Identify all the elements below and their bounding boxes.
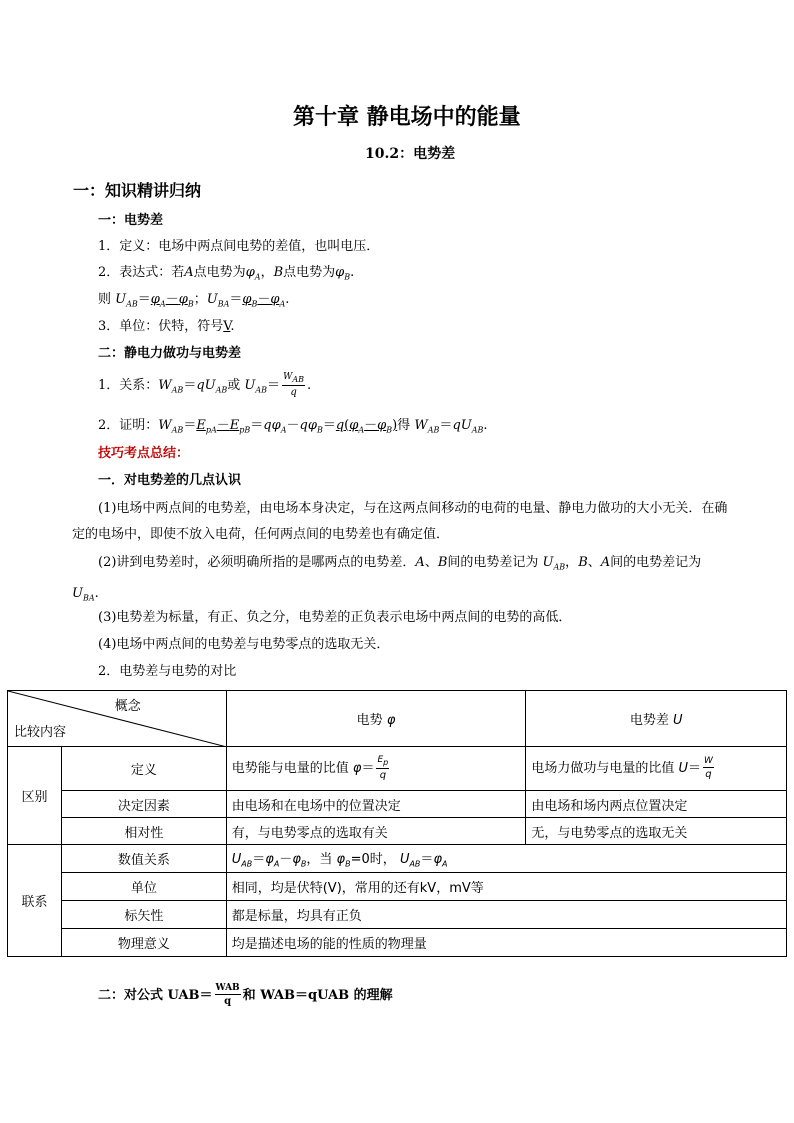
group-connection: 联系 bbox=[8, 845, 62, 957]
cell-numeric: $U_{AB}=\varphi_A-\varphi_B$，当 $\varphi_B=0$时， $U_{AB}=\varphi_A$ bbox=[226, 845, 786, 873]
paragraph-4: (4)电场中两点间的电势差与电势零点的选取无关． bbox=[98, 637, 390, 652]
group-difference: 区别 bbox=[8, 747, 62, 845]
row-relativity: 相对性 bbox=[61, 818, 226, 845]
cell-vector: 都是标量，均具有正负 bbox=[226, 901, 786, 929]
row-vector: 标矢性 bbox=[61, 901, 226, 929]
section-heading-1: 一：知识精讲归纳 bbox=[73, 181, 202, 200]
tip-heading-1: 一．对电势差的几点认识 bbox=[98, 473, 242, 488]
cell-rel-phi: 有，与电势零点的选取有关 bbox=[226, 818, 526, 845]
heading-potential-difference: 一：电势差 bbox=[98, 213, 164, 228]
comparison-table bbox=[7, 690, 787, 957]
paragraph-2: (2)讲到电势差时，必须明确所指的是哪两点的电势差．A、B间的电势差记为 $U_{AB}$，B、A间的电势差记为 $U_{BA}$. bbox=[72, 555, 702, 603]
cell-factor-u: 由电场和场内两点位置决定 bbox=[526, 791, 787, 818]
paragraph-1: (1)电场中两点间的电势差，由电场本身决定，与在这两点间移动的电荷的电量、静电力做功的大小无关．在确定的电场中，即使不放入电荷，任何两点间的电势差也有确定值． bbox=[72, 501, 728, 542]
cell-rel-u: 无，与电势零点的选取无关 bbox=[526, 818, 787, 845]
definition-line: 1．定义：电场中两点间电势的差值，也叫电压． bbox=[98, 239, 380, 254]
formula-line: 则 $U_{AB}=\varphi_A-\varphi_B$；$U_{BA}=\varphi_B-\varphi_A$. bbox=[98, 292, 290, 309]
row-numeric: 数值关系 bbox=[61, 845, 226, 873]
unit-line: 3．单位：伏特，符号V. bbox=[98, 319, 235, 334]
relation-line: 1．关系：$W_{AB}=qU_{AB}$或 $U_{AB}=$ $\frac{W_{AB}}{q}$ . bbox=[98, 372, 312, 398]
header-potential-difference: 电势差 U bbox=[526, 691, 787, 747]
page-subtitle: 10.2：电势差 bbox=[365, 146, 456, 162]
paragraph-5: 2．电势差与电势的对比 bbox=[98, 664, 237, 679]
header-compare: 比较内容 bbox=[14, 725, 67, 740]
cell-factor-phi: 由电场和在电场中的位置决定 bbox=[226, 791, 526, 818]
cell-physical: 均是描述电场的能的性质的物理量 bbox=[226, 929, 786, 957]
heading-work-and-potential: 二：静电力做功与电势差 bbox=[98, 346, 242, 361]
row-physical: 物理意义 bbox=[61, 929, 226, 957]
paragraph-3: (3)电势差为标量，有正、负之分，电势差的正负表示电场中两点间的电势的高低． bbox=[98, 610, 572, 625]
row-definition: 定义 bbox=[61, 747, 226, 791]
page-title: 第十章 静电场中的能量 bbox=[293, 104, 521, 130]
proof-line: 2．证明：$W_{AB}=E_{pA}-E_{pB}=q\varphi_A-q\varphi_B=q(\varphi_A-\varphi_B)$得 $W_{AB}=qU_{AB}$. bbox=[98, 418, 488, 435]
cell-def-u: 电场力做功与电量的比值 U＝ $\frac{W}{q}$ bbox=[526, 747, 787, 791]
heading-formula-understanding: 二：对公式 UAB＝ $\frac{\text{WAB}}{q}$ 和 WAB＝qUAB 的理解 bbox=[98, 983, 393, 1007]
header-potential: 电势 φ bbox=[226, 691, 526, 747]
expression-line: 2．表达式：若A点电势为$\varphi_A$，B点电势为$\varphi_B$. bbox=[98, 265, 355, 282]
header-concept: 概念 bbox=[114, 699, 141, 714]
row-unit: 单位 bbox=[61, 873, 226, 901]
table-diagonal-header bbox=[8, 691, 227, 747]
tips-heading: 技巧考点总结： bbox=[98, 446, 190, 461]
cell-unit: 相同，均是伏特(V)，常用的还有kV，mV等 bbox=[226, 873, 786, 901]
row-factor: 决定因素 bbox=[61, 791, 226, 818]
cell-def-phi: 电势能与电量的比值 φ＝ $\frac{E_p}{q}$ bbox=[226, 747, 526, 791]
